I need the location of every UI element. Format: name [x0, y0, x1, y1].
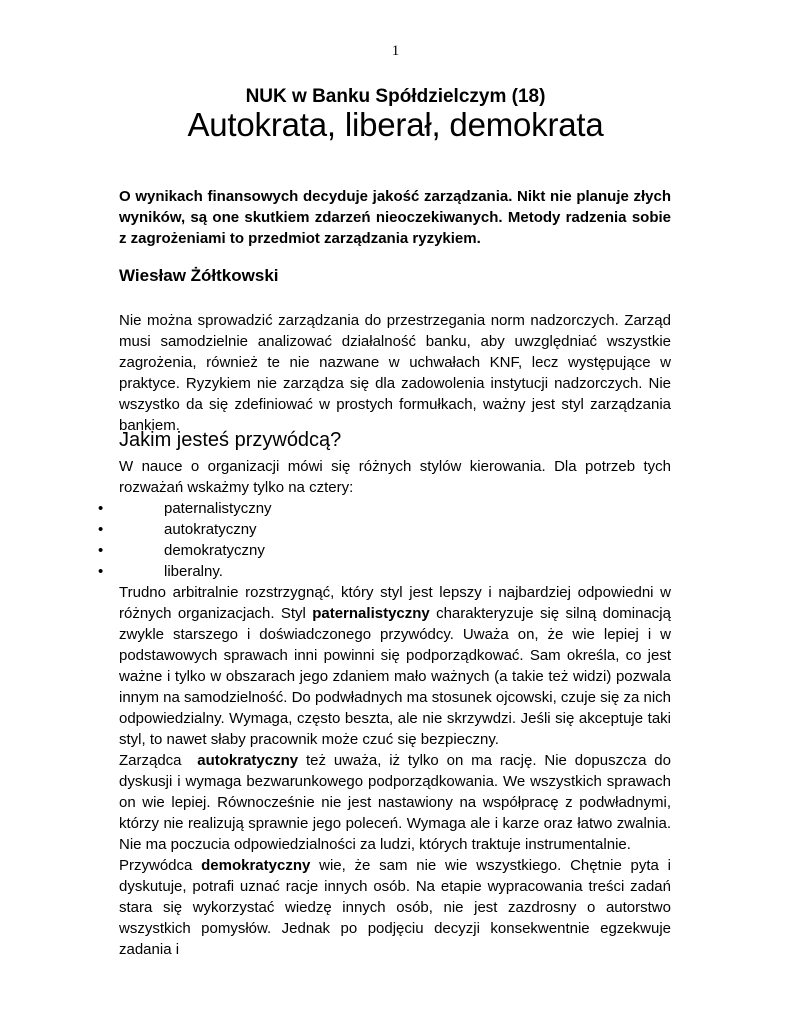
list-item	[0, 519, 552, 540]
article-title: Autokrata, liberał, demokrata	[187, 106, 604, 143]
style-term: paternalistyczny	[312, 605, 430, 622]
style-term: autokratyczny	[197, 752, 299, 769]
list-item	[0, 498, 552, 519]
series-title: NUK w Banku Spółdzielczym (18)	[245, 86, 546, 107]
bullet-icon: •	[98, 521, 104, 538]
list-item	[0, 540, 552, 561]
bullet-icon: •	[98, 500, 104, 517]
page-number: 1	[391, 43, 400, 59]
paternalistic-paragraph	[119, 582, 671, 750]
style-term: demokratyczny	[201, 857, 311, 874]
bullet-icon: •	[98, 542, 104, 559]
list-item-label: paternalistyczny	[164, 500, 272, 517]
democratic-paragraph	[119, 855, 671, 960]
list-item-label: demokratyczny	[164, 542, 265, 559]
article-body	[98, 456, 671, 960]
leadership-styles-list	[0, 498, 552, 582]
section-heading: Jakim jesteś przywódcą?	[119, 429, 342, 451]
list-item-label: autokratyczny	[164, 521, 257, 538]
paragraph-text: charakteryzuje się silną dominacją zwykle starszego i doświadczonego przywódcy. Uważa on, że wie lepiej i w podstawowych sprawach inni powinni się podporządkować. Sam określa, co jest ważne i tylko w obszarach jego zdaniem mało ważnych (a takie też widzi) pozwala innym na samodzielność. Do podwładnych ma stosunek ojcowski, czuje się za nich odpowiedzialny. Wymaga, często beszta, ale nie skrzywdzi. Jeśli się akceptuje taki styl, to nawet słaby pracownik może czuć się bezpieczny.	[119, 605, 671, 748]
paragraph-text: Przywódca	[119, 857, 202, 874]
section-intro-paragraph: W nauce o organizacji mówi się różnych stylów kierowania. Dla potrzeb tych rozważań wskażmy tylko na cztery:	[119, 458, 671, 496]
intro-paragraph: Nie można sprowadzić zarządzania do przestrzegania norm nadzorczych. Zarząd musi samodzielnie analizować działalność banku, aby uwzględniać wszystkie zagrożenia, również te nie nazwane w uchwałach KNF, lecz występujące w praktyce. Ryzykiem nie zarządza się dla zadowolenia instytucji nadzorczych. Nie wszystko da się zdefiniować w prostych formułkach, ważny jest styl zarządzania bankiem.	[119, 312, 671, 434]
list-item-label: liberalny.	[164, 563, 223, 580]
paragraph-text: też uważa, iż tylko on ma rację. Nie dopuszcza do dyskusji i wymaga bezwarunkowego podporządkowania. We wszystkich sprawach on wie lepiej. Równocześnie nie jest nastawiony na współpracę z podwładnymi, którzy nie realizują sprawnie jego poleceń. Wymaga ale i karze oraz łatwo zwalnia. Nie ma poczucia odpowiedzialności za ludzi, których traktuje instrumentalnie.	[119, 752, 671, 853]
paragraph-text: Zarządca	[119, 752, 198, 769]
bullet-icon: •	[98, 563, 104, 580]
list-item	[0, 561, 552, 582]
paragraph-text: wie, że sam nie wie wszystkiego. Chętnie pyta i dyskutuje, potrafi uznać racje innych osób. Na etapie wypracowania treści zadań stara się wykorzystać wiedzę innych osób, nie jest zazdrosny o autorstwo wszystkich pomysłów. Jednak po podjęciu decyzji konsekwentnie egzekwuje zadania i	[119, 857, 671, 958]
autocratic-paragraph	[119, 750, 671, 855]
author-name: Wiesław Żółtkowski	[119, 266, 279, 285]
paragraph-text: Trudno arbitralnie rozstrzygnąć, który styl jest lepszy i najbardziej odpowiedni w różnych organizacjach. Styl	[119, 584, 671, 622]
lead-paragraph: O wynikach finansowych decyduje jakość zarządzania. Nikt nie planuje złych wyników, są one skutkiem zdarzeń nieoczekiwanych. Metody radzenia sobie z zagrożeniami to przedmiot zarządzania ryzykiem.	[119, 188, 671, 247]
